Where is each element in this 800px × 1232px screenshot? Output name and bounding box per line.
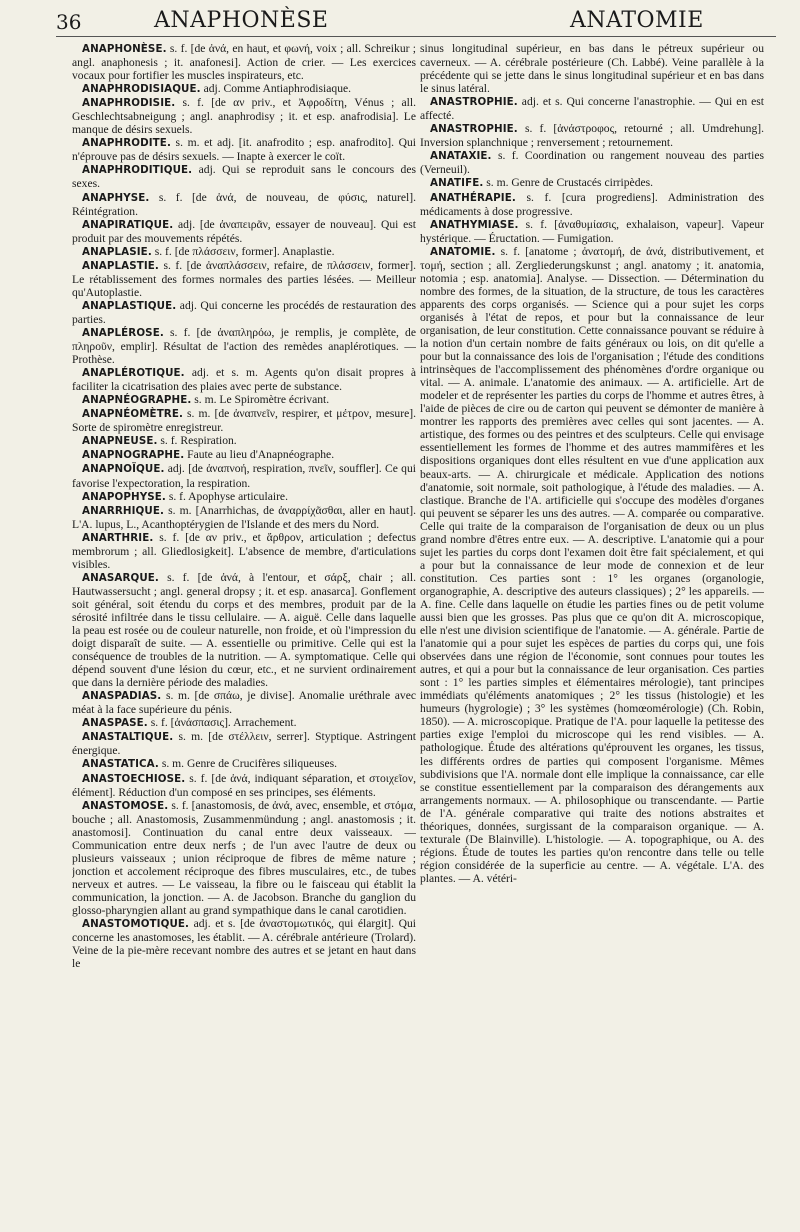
dictionary-entry <box>72 462 416 489</box>
dictionary-entry <box>72 917 416 970</box>
page-header <box>0 0 800 40</box>
entry-headword: ANATIFE. <box>430 177 484 190</box>
entry-definition: s. f. Respiration. <box>157 434 237 448</box>
entry-definition: adj. et s. m. Agents qu'on disait propres à faciliter la cicatrisation des plaies avec perte de substance. <box>72 366 416 394</box>
entry-headword: ANAPNOGRAPHE. <box>82 449 185 462</box>
entry-headword: ANAPLASTIQUE. <box>82 299 177 312</box>
entry-headword: ANAPHRODISIE. <box>82 97 176 110</box>
dictionary-entry <box>72 490 416 504</box>
entry-headword: ANAPHYSE. <box>82 191 150 204</box>
entry-definition: s. f. [cura progrediens]. Administration des médicaments à dose progressive. <box>420 190 764 218</box>
dictionary-entry <box>72 218 416 245</box>
dictionary-entry <box>420 95 764 122</box>
dictionary-entry <box>72 96 416 136</box>
right-running-head: ANATOMIE <box>570 8 704 33</box>
entry-headword: ANASTALTIQUE. <box>82 731 174 744</box>
entry-definition: adj. [de ἀναπνοή, respiration, πνεῖν, souffler]. Ce qui favorise l'expectoration, la respiration. <box>72 462 416 490</box>
dictionary-entry <box>72 799 416 917</box>
entry-definition: s. f. [anatome ; ἀνατομή, de ἀνά, distributivement, et τομή, section ; all. Zergliederungskunst ; angl. anatomy ; it. anatomia, notomia ; esp. anatomia]. Analyse. — Dissection. — Détermination du nombre des formes, de la situation, de la structure, de tous les caractères apparents des corps organisés. — Science qui a pour sujet les corps organisés à l'état de repos, et pour but la connaissance de leur organisation, de leur constitution. Cette connaissance pouvant se réduire à la notion d'un certain nombre de faits généraux ou lois, on dit qu'elle a pour but la connaissance des lois de l'organisation ; l'étude des conditions intrinsèques de l'accomplissement des phénomènes d'ordre organique ou vital. — A. animale. L'anatomie des animaux. — A. artificielle. Art de modeler et de représenter les parties du corps de l'homme et autres êtres, à l'aide de pièces de cire ou de carton qui peuvent se démonter de manière à montrer les rapports des premières avec celles qui sont jacentes. — A. artistique, des formes ou des peintres et des sculpteurs. Celle qui envisage essentiellement les formes de l'homme et des autres mammifères et les dispositions organiques dont elles résultent en vue d'une application aux beaux-arts. — A. chirurgicale et médicale. Application des notions d'anatomie, soit normale, soit pathologique, à l'étude des maladies. — A. clastique. Branche de l'A. artificielle qui s'occupe des modèles d'organes qui peuvent se séparer les uns des autres. — A. comparée ou comparative. Celle qui traite de la comparaison de l'organisation de deux ou un plus grand nombre d'êtres entre eux. — A. descriptive. L'anatomie qui a pour sujet les parties du corps dont l'examen doit être fait spécialement, et qui a pour but la connaissance de leur mode de connexion et de leur constitution. Ces parties sont : 1° les organes (organologie, organographie, A. descriptive des auteurs classiques) ; 2° les appareils. — A. fine. Celle dans laquelle on étudie les parties fines ou de petit volume aussi bien que les grosses. Pas plus que ce qu'on dit A. microscopique, elle n'est une division scientifique de l'anatomie. — A. générale. Partie de l'anatomie qui a pour sujet les espèces de parties du corps qui, une fois observées dans une région de l'économie, sont connues pour toutes les autres, et qui a pour but la connaissance de leur organisation. Ces parties sont : 1° les parties simples et élémentaires mérologie), tant principes immédiats qu'éléments anatomiques ; 2° les tissus (histologie) et les humeurs (hygrologie) ; 3° les systèmes (homœomérologie) (Ch. Robin, 1850). — A. microscopique. Pratique de l'A. pour laquelle la petitesse des parties exige l'emploi du microscope qui les rend visibles. — A. pathologique. Étude des altérations qu'éprouvent les organes, les tissus, les différents ordres de parties qui composent l'organisme. Mêmes subdivisions que l'A. normale dont elle implique la connaissance, car elle se constitue essentiellement par la comparaison des dérangements aux arrangements normaux. — A. philosophique ou transcendante. — Partie de l'A. générale comparative qui traite des notions abstraites et théoriques, données, surgissant de la comparaison organique. — A. texturale (De Blainville). L'histologie. — A. topographique, ou A. des régions. Étude de toutes les parties qu'on rencontre dans telle ou telle région considérée de la superficie au centre. — A. végétale. L'A. des plantes. — A. vétéri- <box>420 244 764 885</box>
entry-headword: ANAPLASTIE. <box>82 259 159 272</box>
entry-headword: ANASTOECHIOSE. <box>82 772 186 785</box>
dictionary-entry <box>72 163 416 190</box>
page-number: 36 <box>56 10 82 34</box>
entry-headword: ANATOMIE. <box>430 245 496 258</box>
entry-definition: s. f. [ἀνάσπασις]. Arrachement. <box>147 716 297 730</box>
entry-definition: s. f. [de ἀνά, en haut, et φωνή, voix ; all. Schreikur ; angl. anaphonesis ; it. anafonesi]. Action de crier. — Les exercices vocaux pour fortifier les muscles inspirateurs, etc. <box>72 42 416 83</box>
header-rule <box>56 36 776 37</box>
dictionary-entry <box>420 176 764 190</box>
entry-headword: ANAPHRODITIQUE. <box>82 164 193 177</box>
entry-definition: s. f. [de ἀνά, de nouveau, de φύσις, naturel]. Réintégration. <box>72 190 416 218</box>
dictionary-entry <box>420 245 764 885</box>
entry-definition: adj. et s. [de ἀναστομωτικός, qui élargit]. Qui concerne les anastomoses, les établit. — A. cérébrale antérieure (Trolard). Veine de la pie-mère recevant nombre des autres et se jetant en haut dans le <box>72 917 416 971</box>
entry-definition: s. f. Coordination ou rangement nouveau des parties (Verneuil). <box>420 149 764 177</box>
dictionary-entry <box>72 136 416 163</box>
entry-definition: s. f. [ἀναθυμίασις, exhalaison, vapeur]. Vapeur hystérique. — Éructation. — Fumigation. <box>420 217 764 245</box>
dictionary-entry <box>72 504 416 531</box>
dictionary-entry <box>420 191 764 218</box>
entry-definition: s. f. [de ἀνά, indiquant séparation, et στοιχεῖον, élément]. Réduction d'un composé en ses principes, ses éléments. <box>72 771 416 799</box>
dictionary-entry <box>72 259 416 299</box>
entry-definition: adj. Qui concerne les procédés de restauration des parties. <box>72 298 416 326</box>
entry-headword: ANARRHIQUE. <box>82 504 165 517</box>
dictionary-entry <box>72 42 416 82</box>
entry-definition: s. f. Apophyse articulaire. <box>165 489 288 503</box>
entry-definition: s. m. Genre de Crustacés cirripèdes. <box>483 176 654 190</box>
entry-definition: s. f. [anastomosis, de ἀνά, avec, ensemble, et στόμα, bouche ; all. Anastomosis, Zusammenmündung ; angl. anastomosis ; it. anastomosi]. Continuation du canal entre deux vaisseaux. — Communication entre deux nerfs ; de l'un avec l'autre de deux ou plusieurs vaisseaux ; union réciproque de fibres de même nature ; jonction et accolement réciproque des fibres musculaires, etc., de tubes nerveux et autres. — Le vaisseau, la fibre ou le faisceau qui établit la communication, la jonction. — A. de Jacobson. Branche du ganglion du glosso-pharyngien allant au grand sympathique dans le canal carotidien. <box>72 798 416 917</box>
entry-headword: ANASPADIAS. <box>82 690 162 703</box>
entry-headword: ANAPHRODISIAQUE. <box>82 83 201 96</box>
entry-headword: ANASTOMOTIQUE. <box>82 918 190 931</box>
entry-definition: s. m. [de σπάω, je divise]. Anomalie uréthrale avec méat à la face supérieure du pénis. <box>72 689 416 717</box>
entry-definition: s. f. [de ἀνά, à l'entour, et σάρξ, chair ; all. Hautwassersucht ; angl. general dropsy ; it. et esp. anasarca]. Gonflement soit général, soit étendu du corps et des membres, produit par de la sérosité infiltrée dans le tissu cellulaire. — A. aiguë. Celle dans laquelle la peau est rosée ou de couleur naturelle, non froide, et où l'impression du doigt disparaît de suite. — A. essentielle ou primitive. Celle qui est la conséquence de troubles de la nutrition. — A. symptomatique. Celle qui dépend souvent d'une lésion du cœur, etc., et ne survient ordinairement que dans la dernière période des maladies. <box>72 570 416 690</box>
entry-headword: ANAPHRODITE. <box>82 137 171 150</box>
entry-definition: s. f. [de αν priv., et ἄρθρον, articulation ; defectus membrorum ; all. Gliedlosigkeit]. L'absence de membre, d'articulations visibles. <box>72 530 416 571</box>
dictionary-entry <box>72 689 416 716</box>
entry-headword: ANATAXIE. <box>430 150 492 163</box>
entry-definition: s. m. [de ἀναπνεῖν, respirer, et μέτρον, mesure]. Sorte de spiromètre enregistreur. <box>72 407 416 435</box>
entry-headword: ANASTROPHIE. <box>430 123 518 136</box>
dictionary-entry <box>72 716 416 730</box>
dictionary-entry <box>72 730 416 757</box>
dictionary-entry <box>72 393 416 407</box>
entry-definition: s. m. Le Spiromètre écrivant. <box>191 393 330 407</box>
dictionary-entry <box>72 448 416 462</box>
entry-definition: s. f. [ἀνάστροφος, retourné ; all. Umdrehung]. Inversion splanchnique ; renversement ; retournement. <box>420 122 764 150</box>
entry-headword: ANASTOMOSE. <box>82 799 169 812</box>
entry-headword: ANAPNOÏQUE. <box>82 463 165 476</box>
left-running-head: ANAPHONÈSE <box>154 8 329 33</box>
entry-headword: ANATHÉRAPIE. <box>430 191 516 204</box>
dictionary-entry <box>72 191 416 218</box>
entry-definition: s. m. [Anarrhichas, de ἀναρρίχᾶσθαι, aller en haut]. L'A. lupus, L., Acanthoptérygien de l'Islande et des mers du Nord. <box>72 503 416 531</box>
entry-definition: adj. Comme Antiaphrodisiaque. <box>200 82 352 96</box>
entry-headword: ANASPASE. <box>82 717 148 730</box>
entry-definition: sinus longitudinal supérieur, en bas dans le pétreux supérieur ou caverneux. — A. cérébrale postérieure (Ch. Labbé). Veine parallèle à la précédente qui se jette dans le sinus longitudinal supérieur et en bas dans le sinus latéral. <box>420 42 764 96</box>
dictionary-entry <box>72 82 416 96</box>
entry-definition: s. f. [de αν priv., et Ἀφροδίτη, Vénus ; all. Geschlechtsabneigung ; angl. anaphrodisy ; it. et esp. anafrodisia]. Le manque de désirs sexuels. <box>72 96 416 137</box>
entry-headword: ANARTHRIE. <box>82 531 154 544</box>
entry-definition: adj. et s. Qui concerne l'anastrophie. — Qui en est affecté. <box>420 95 764 123</box>
entry-definition: s. f. [de ἀναπλάσσειν, refaire, de πλάσσειν, former]. Le rétablissement des formes normales des parties lésées. — Meilleur qu'Autoplastie. <box>72 258 416 299</box>
entry-definition: s. m. et adj. [it. anafrodito ; esp. anafrodito]. Qui n'éprouve pas de désirs sexuels. — Inapte à exercer le coït. <box>72 136 416 164</box>
entry-headword: ANAPNÉOMÈTRE. <box>82 408 183 421</box>
entry-headword: ANASTATICA. <box>82 758 159 771</box>
entry-headword: ANATHYMIASE. <box>430 218 519 231</box>
entry-headword: ANAPNÉOGRAPHE. <box>82 394 192 407</box>
dictionary-entry <box>420 218 764 245</box>
entry-definition: Faute au lieu d'Anapnéographe. <box>184 448 335 462</box>
entry-definition: adj. Qui se reproduit sans le concours des sexes. <box>72 163 416 191</box>
dictionary-entry <box>72 407 416 434</box>
entry-headword: ANAPNEUSE. <box>82 435 158 448</box>
left-column <box>72 42 416 1224</box>
entry-definition: s. m. Genre de Crucifères siliqueuses. <box>158 757 337 771</box>
entry-headword: ANAPLASIE. <box>82 245 152 258</box>
dictionary-entry <box>72 772 416 799</box>
entry-headword: ANAPLÉROTIQUE. <box>82 367 185 380</box>
dictionary-entry <box>72 531 416 571</box>
dictionary-entry <box>72 326 416 366</box>
entry-definition: s. f. [de ἀναπληρόω, je remplis, je complète, de πληροῦν, emplir]. Résultat de l'action des remèdes anaplérotiques. — Prothèse. <box>72 325 416 367</box>
dictionary-entry <box>72 245 416 259</box>
dictionary-entry <box>72 434 416 448</box>
entry-headword: ANASARQUE. <box>82 571 159 584</box>
entry-definition: s. f. [de πλάσσειν, former]. Anaplastie. <box>151 244 335 258</box>
entry-headword: ANAPLÉROSE. <box>82 326 164 339</box>
dictionary-entry <box>72 571 416 689</box>
dictionary-entry <box>72 366 416 393</box>
entry-definition: adj. [de ἀναπειρᾶν, essayer de nouveau]. Qui est produit par des mouvements répétés. <box>72 217 416 245</box>
entry-headword: ANAPOPHYSE. <box>82 490 166 503</box>
dictionary-entry <box>72 299 416 326</box>
entry-headword: ANAPIRATIQUE. <box>82 218 174 231</box>
dictionary-entry <box>72 757 416 771</box>
entry-headword: ANAPHONÈSE. <box>82 43 167 55</box>
right-column <box>420 42 764 1224</box>
dictionary-entry <box>420 122 764 149</box>
entry-definition: s. m. [de στέλλειν, serrer]. Styptique. Astringent énergique. <box>72 730 416 758</box>
entry-headword: ANASTROPHIE. <box>430 96 518 109</box>
dictionary-entry <box>420 149 764 176</box>
dictionary-entry <box>420 42 764 95</box>
